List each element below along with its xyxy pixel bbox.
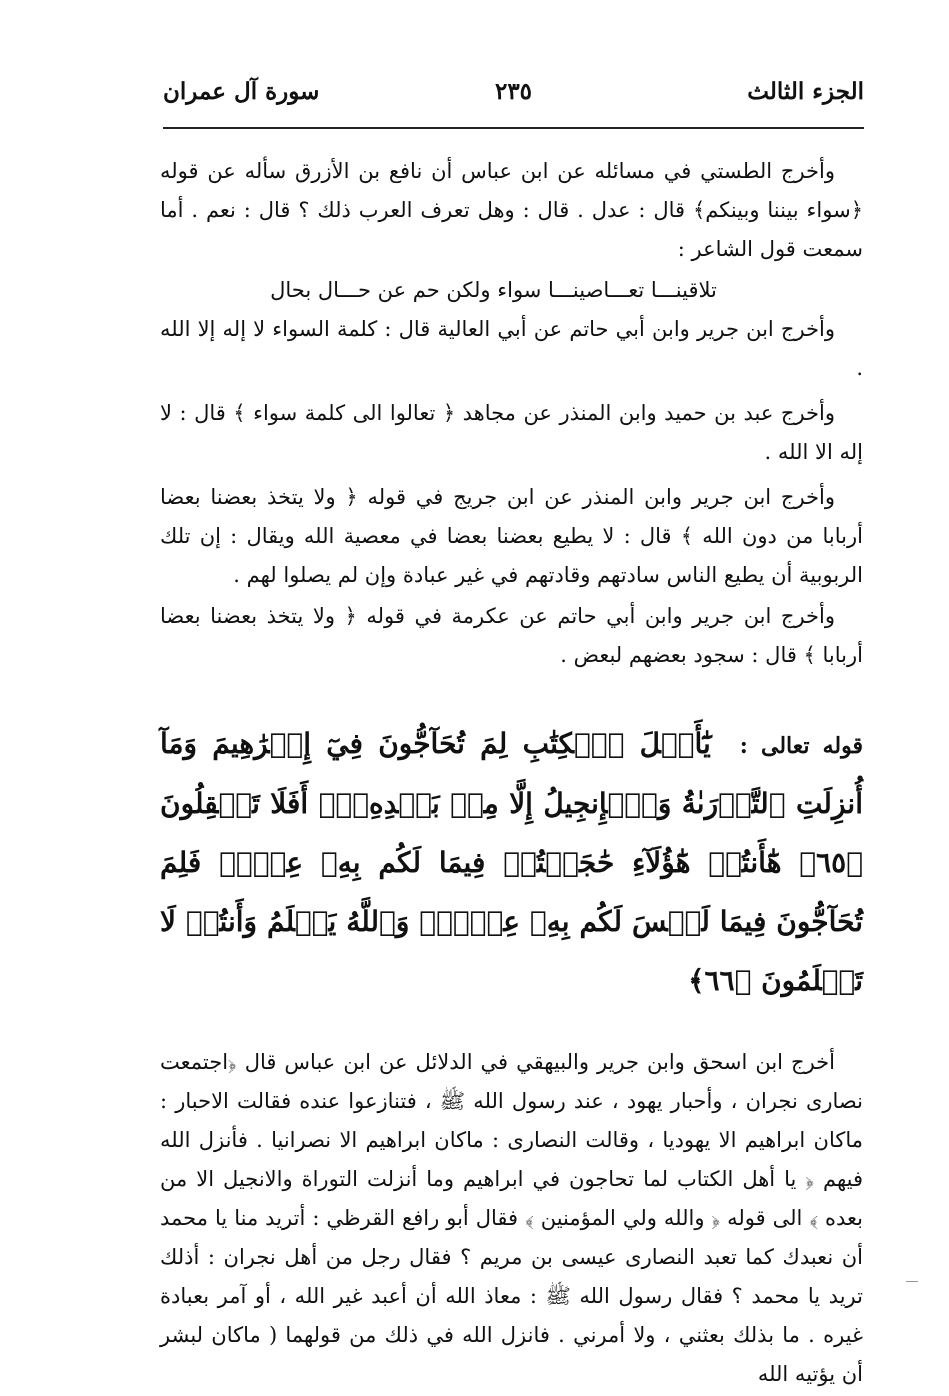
quran-verses-block [160, 715, 863, 1011]
page-number: ٢٣٥ [494, 78, 533, 105]
scan-edge-mark [906, 1281, 918, 1282]
paragraph-ibn-jurayj: وأخرج ابن جرير وابن المنذر عن ابن جريج في قوله ﴿ ولا يتخذ بعضنا بعضا أربابا من دون الله ﴾ قال : لا يطيع بعضنا بعضا في معصية الله ويقال : إن تلك الربوبية أن يطيع الناس سادتهم وقادتهم في غير عبادة وإن لم يصلوا لهم . [160, 485, 863, 587]
part-title: الجزء الثالث [747, 78, 864, 105]
quran-intro: قوله تعالى : [739, 733, 863, 759]
paragraph-ikrima: وأخرج ابن جرير وابن أبي حاتم عن عكرمة في قوله ﴿ ولا يتخذ بعضنا بعضا أربابا ﴾ قال : سجود بعضهم لبعض . [160, 604, 863, 667]
paragraph-tasti: وأخرج الطستي في مسائله عن ابن عباس أن نافع بن الأزرق سأله عن قوله ﴿سواء بيننا وبينكم﴾ قال : عدل . قال : وهل تعرف العرب ذلك ؟ قال : نعم . أما سمعت قول الشاعر : [160, 159, 863, 261]
header-divider [163, 127, 864, 129]
paragraph-ibn-ishaq: أخرج ابن اسحق وابن جرير والبيهقي في الدلائل عن ابن عباس قال ﴿اجتمعت نصارى نجران ، وأحبار يهود ، عند رسول الله ﷺ ، فتنازعوا عنده فقالت الاحبار : ماكان ابراهيم الا يهوديا ، وقالت النصارى : ماكان ابراهيم الا نصرانيا . فأنزل الله فيهم ﴿ يا أهل الكتاب لما تحاجون في ابراهيم وما أنزلت التوراة والانجيل الا من بعده ﴾ الى قوله ﴿ والله ولي المؤمنين ﴾ فقال أبو رافع القرظي : أتريد منا يا محمد أن نعبدك كما تعبد النصارى عيسى بن مريم ؟ فقال رجل من أهل نجران : أذلك تريد يا محمد ؟ فقال رسول الله ﷺ : معاذ الله أن أعبد غير الله ، أو آمر بعبادة غيره . ما بذلك بعثني ، ولا أمرني . فانزل الله في ذلك من قولهما ( ماكان لبشر أن يؤتيه الله [160, 1050, 863, 1386]
surah-title: سورة آل عمران [163, 78, 320, 105]
page-body [160, 152, 863, 1396]
paragraph-mujahid: وأخرج عبد بن حميد وابن المنذر عن مجاهد ﴿ تعالوا الى كلمة سواء ﴾ قال : لا إله الا الله . [160, 401, 863, 464]
paragraph-abu-aliya: وأخرج ابن جرير وابن أبي حاتم عن أبي العالية قال : كلمة السواء لا إله إلا الله . [160, 317, 863, 380]
running-head [163, 78, 864, 118]
poetry-verse: تلاقينـــا تعـــاصينـــا سواء ولكن حم عن حـــال بحال [270, 278, 717, 302]
quran-text: يَٰٓأَهۡلَ ٱلۡكِتَٰبِ لِمَ تُحَآجُّونَ فِيٓ إِبۡرَٰهِيمَ وَمَآ أُنزِلَتِ ٱلتَّوۡرَىٰةُ وَٱلۡإِنجِيلُ إِلَّا مِنۢ بَعۡدِهِۦٓۚ أَفَلَا تَعۡقِلُونَ ﴿٦٥﴾ هَٰٓأَنتُمۡ هَٰٓؤُلَآءِ حَٰجَجۡتُمۡ فِيمَا لَكُم بِهِۦ عِلۡمٞ فَلِمَ تُحَآجُّونَ فِيمَا لَيۡسَ لَكُم بِهِۦ عِلۡمٞۚ وَٱللَّهُ يَعۡلَمُ وَأَنتُمۡ لَا تَعۡلَمُونَ ﴿٦٦﴾ [160, 727, 863, 997]
